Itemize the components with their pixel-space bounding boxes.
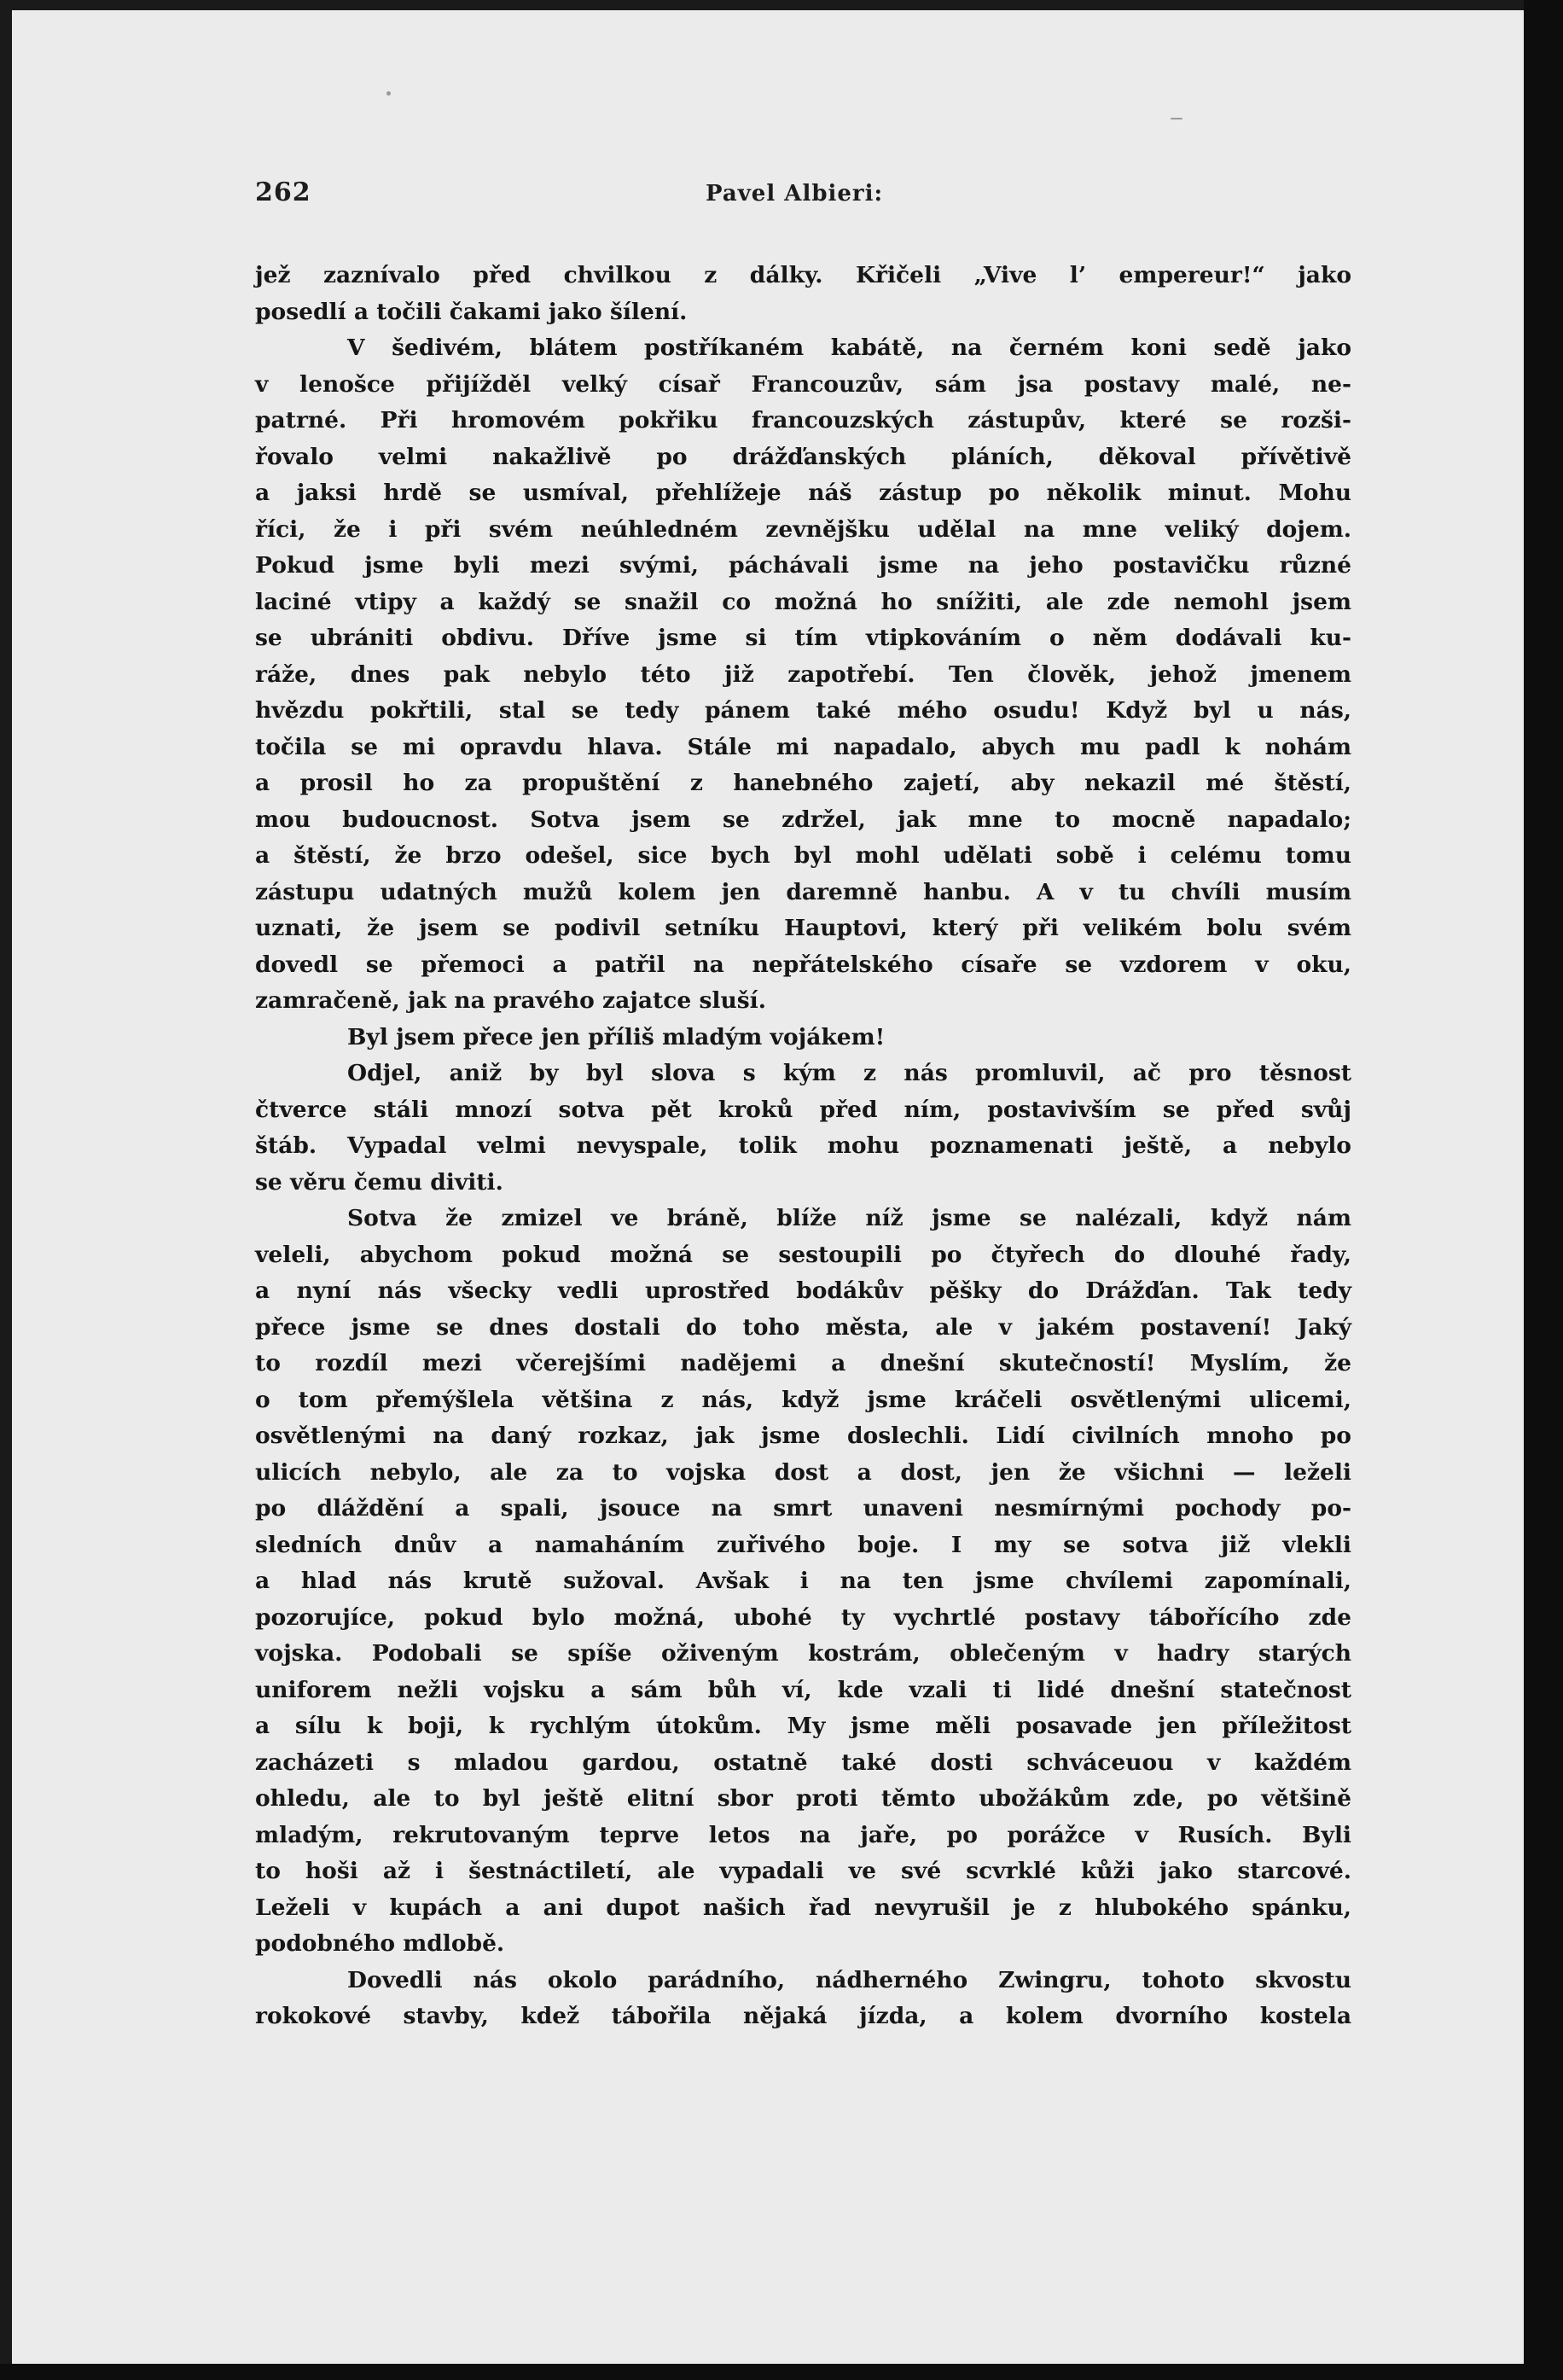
text-line: Pokud jsme byli mezi svými, páchávali jsme na jeho postavičku různé <box>255 552 1351 579</box>
running-head: Pavel Albieri: <box>706 181 884 207</box>
text-line: Sotva že zmizel ve bráně, blíže níž jsme se nalézali, když nám <box>347 1205 1351 1231</box>
text-line: Odjel, aniž by byl slova s kým z nás promluvil, ač pro těsnost <box>347 1060 1351 1086</box>
text-line: jež zaznívalo před chvilkou z dálky. Křičeli „Vive l’ empereur!“ jako <box>255 262 1351 288</box>
text-line: veleli, abychom pokud možná se sestoupili po čtyřech do dlouhé řady, <box>255 1241 1351 1268</box>
speck <box>386 91 391 96</box>
text-line: se ubrániti obdivu. Dříve jsme si tím vtipkováním o něm dodávali ku- <box>255 625 1351 651</box>
text-line: o tom přemýšlela většina z nás, když jsme kráčeli osvětlenými ulicemi, <box>255 1386 1351 1413</box>
speck <box>1171 118 1182 119</box>
text-line: ulicích nebylo, ale za to vojska dost a dost, jen že všichni — leželi <box>255 1458 1351 1486</box>
text-line: přece jsme se dnes dostali do toho města, ale v jakém postavení! Jaký <box>255 1313 1351 1341</box>
text-line: zástupu udatných mužů kolem jen daremně hanbu. A v tu chvíli musím <box>255 878 1351 905</box>
text-line: a hlad nás krutě sužoval. Avšak i na ten jsme chvílemi zapomínali, <box>255 1568 1351 1594</box>
text-line: to rozdíl mezi včerejšími nadějemi a dnešní skutečností! Myslím, že <box>255 1350 1351 1376</box>
text-line: v lenošce přijížděl velký císař Francouzův, sám jsa postavy malé, ne- <box>255 370 1351 398</box>
text-line: rokokové stavby, kdež tábořila nějaká jízda, a kolem dvorního kostela <box>255 2003 1351 2029</box>
text-line: pozorujíce, pokud bylo možná, ubohé ty vychrtlé postavy tábořícího zde <box>255 1603 1351 1631</box>
text-line: podobného mdlobě. <box>255 1930 505 1957</box>
text-line: Leželi v kupách a ani dupot našich řad nevyrušil je z hlubokého spánku, <box>255 1894 1351 1921</box>
text-line: hvězdu pokřtili, stal se tedy pánem také mého osudu! Když byl u nás, <box>255 697 1351 724</box>
text-line: točila se mi opravdu hlava. Stále mi napadalo, abych mu padl k nohám <box>255 733 1351 760</box>
text-line: říci, že i při svém neúhledném zevnějšku udělal na mne veliký dojem. <box>255 515 1351 543</box>
text-line: se věru čemu diviti. <box>255 1168 503 1196</box>
text-line: štáb. Vypadal velmi nevyspale, tolik mohu poznamenati ještě, a nebylo <box>255 1132 1351 1159</box>
text-line: Dovedli nás okolo parádního, nádherného Zwingru, tohoto skvostu <box>347 1966 1351 1993</box>
page-number: 262 <box>255 177 311 207</box>
text-line: zacházeti s mladou gardou, ostatně také dosti schváceuou v každém <box>255 1749 1351 1776</box>
text-line: ohledu, ale to byl ještě elitní sbor proti těmto ubožákům zde, po většině <box>255 1785 1351 1812</box>
text-line: a prosil ho za propuštění z hanebného zajetí, aby nekazil mé štěstí, <box>255 770 1351 796</box>
text-line: vojska. Podobali se spíše oživeným kostrám, oblečeným v hadry starých <box>255 1640 1351 1667</box>
text-line: sledních dnův a namaháním zuřivého boje. I my se sotva již vlekli <box>255 1531 1351 1558</box>
text-line: uznati, že jsem se podivil setníku Hauptovi, který při velikém bolu svém <box>255 915 1351 941</box>
text-line: po dláždění a spali, jsouce na smrt unaveni nesmírnými pochody po- <box>255 1495 1351 1522</box>
text-line: a sílu k boji, k rychlým útokům. My jsme měli posavade jen příležitost <box>255 1713 1351 1739</box>
text-line: čtverce stáli mnozí sotva pět kroků před ním, postavivším se před svůj <box>255 1096 1351 1123</box>
text-line: osvětlenými na daný rozkaz, jak jsme doslechli. Lidí civilních mnoho po <box>255 1423 1351 1449</box>
scan-border-right <box>1524 0 1563 2380</box>
body-text <box>255 258 1351 2035</box>
text-line: ráže, dnes pak nebylo této již zapotřebí. Ten člověk, jehož jmenem <box>255 660 1351 688</box>
text-line: a štěstí, že brzo odešel, sice bych byl mohl udělati sobě i celému tomu <box>255 842 1351 869</box>
text-line: a nyní nás všecky vedli uprostřed bodákův pěšky do Drážďan. Tak tedy <box>255 1277 1351 1304</box>
text-line: mladým, rekrutovaným teprve letos na jaře, po porážce v Rusích. Byli <box>255 1821 1351 1848</box>
page-header <box>255 177 1351 215</box>
text-line: patrné. Při hromovém pokřiku francouzských zástupův, které se rozši- <box>255 407 1351 434</box>
text-line: Byl jsem přece jen příliš mladým vojákem! <box>347 1023 886 1050</box>
text-line: mou budoucnost. Sotva jsem se zdržel, jak mne to mocně napadalo; <box>255 806 1351 833</box>
text-line: V šedivém, blátem postříkaném kabátě, na černém koni sedě jako <box>347 335 1351 361</box>
text-line: posedlí a točili čakami jako šílení. <box>255 298 688 325</box>
scan-border-bottom <box>0 2364 1563 2380</box>
text-line: to hoši až i šestnáctiletí, ale vypadali ve své scvrklé kůži jako starcové. <box>255 1858 1351 1884</box>
text-line: uniforem nežli vojsku a sám bůh ví, kde vzali ti lidé dnešní statečnost <box>255 1676 1351 1703</box>
text-line: zamračeně, jak na pravého zajatce sluší. <box>255 987 766 1014</box>
text-line: laciné vtipy a každý se snažil co možná ho snížiti, ale zde nemohl jsem <box>255 588 1351 615</box>
text-line: a jaksi hrdě se usmíval, přehlížeje náš zástup po několik minut. Mohu <box>255 480 1351 506</box>
text-line: řovalo velmi nakažlivě po drážďanských pláních, děkoval přívětivě <box>255 443 1351 470</box>
text-line: dovedl se přemoci a patřil na nepřátelského císaře se vzdorem v oku, <box>255 951 1351 978</box>
